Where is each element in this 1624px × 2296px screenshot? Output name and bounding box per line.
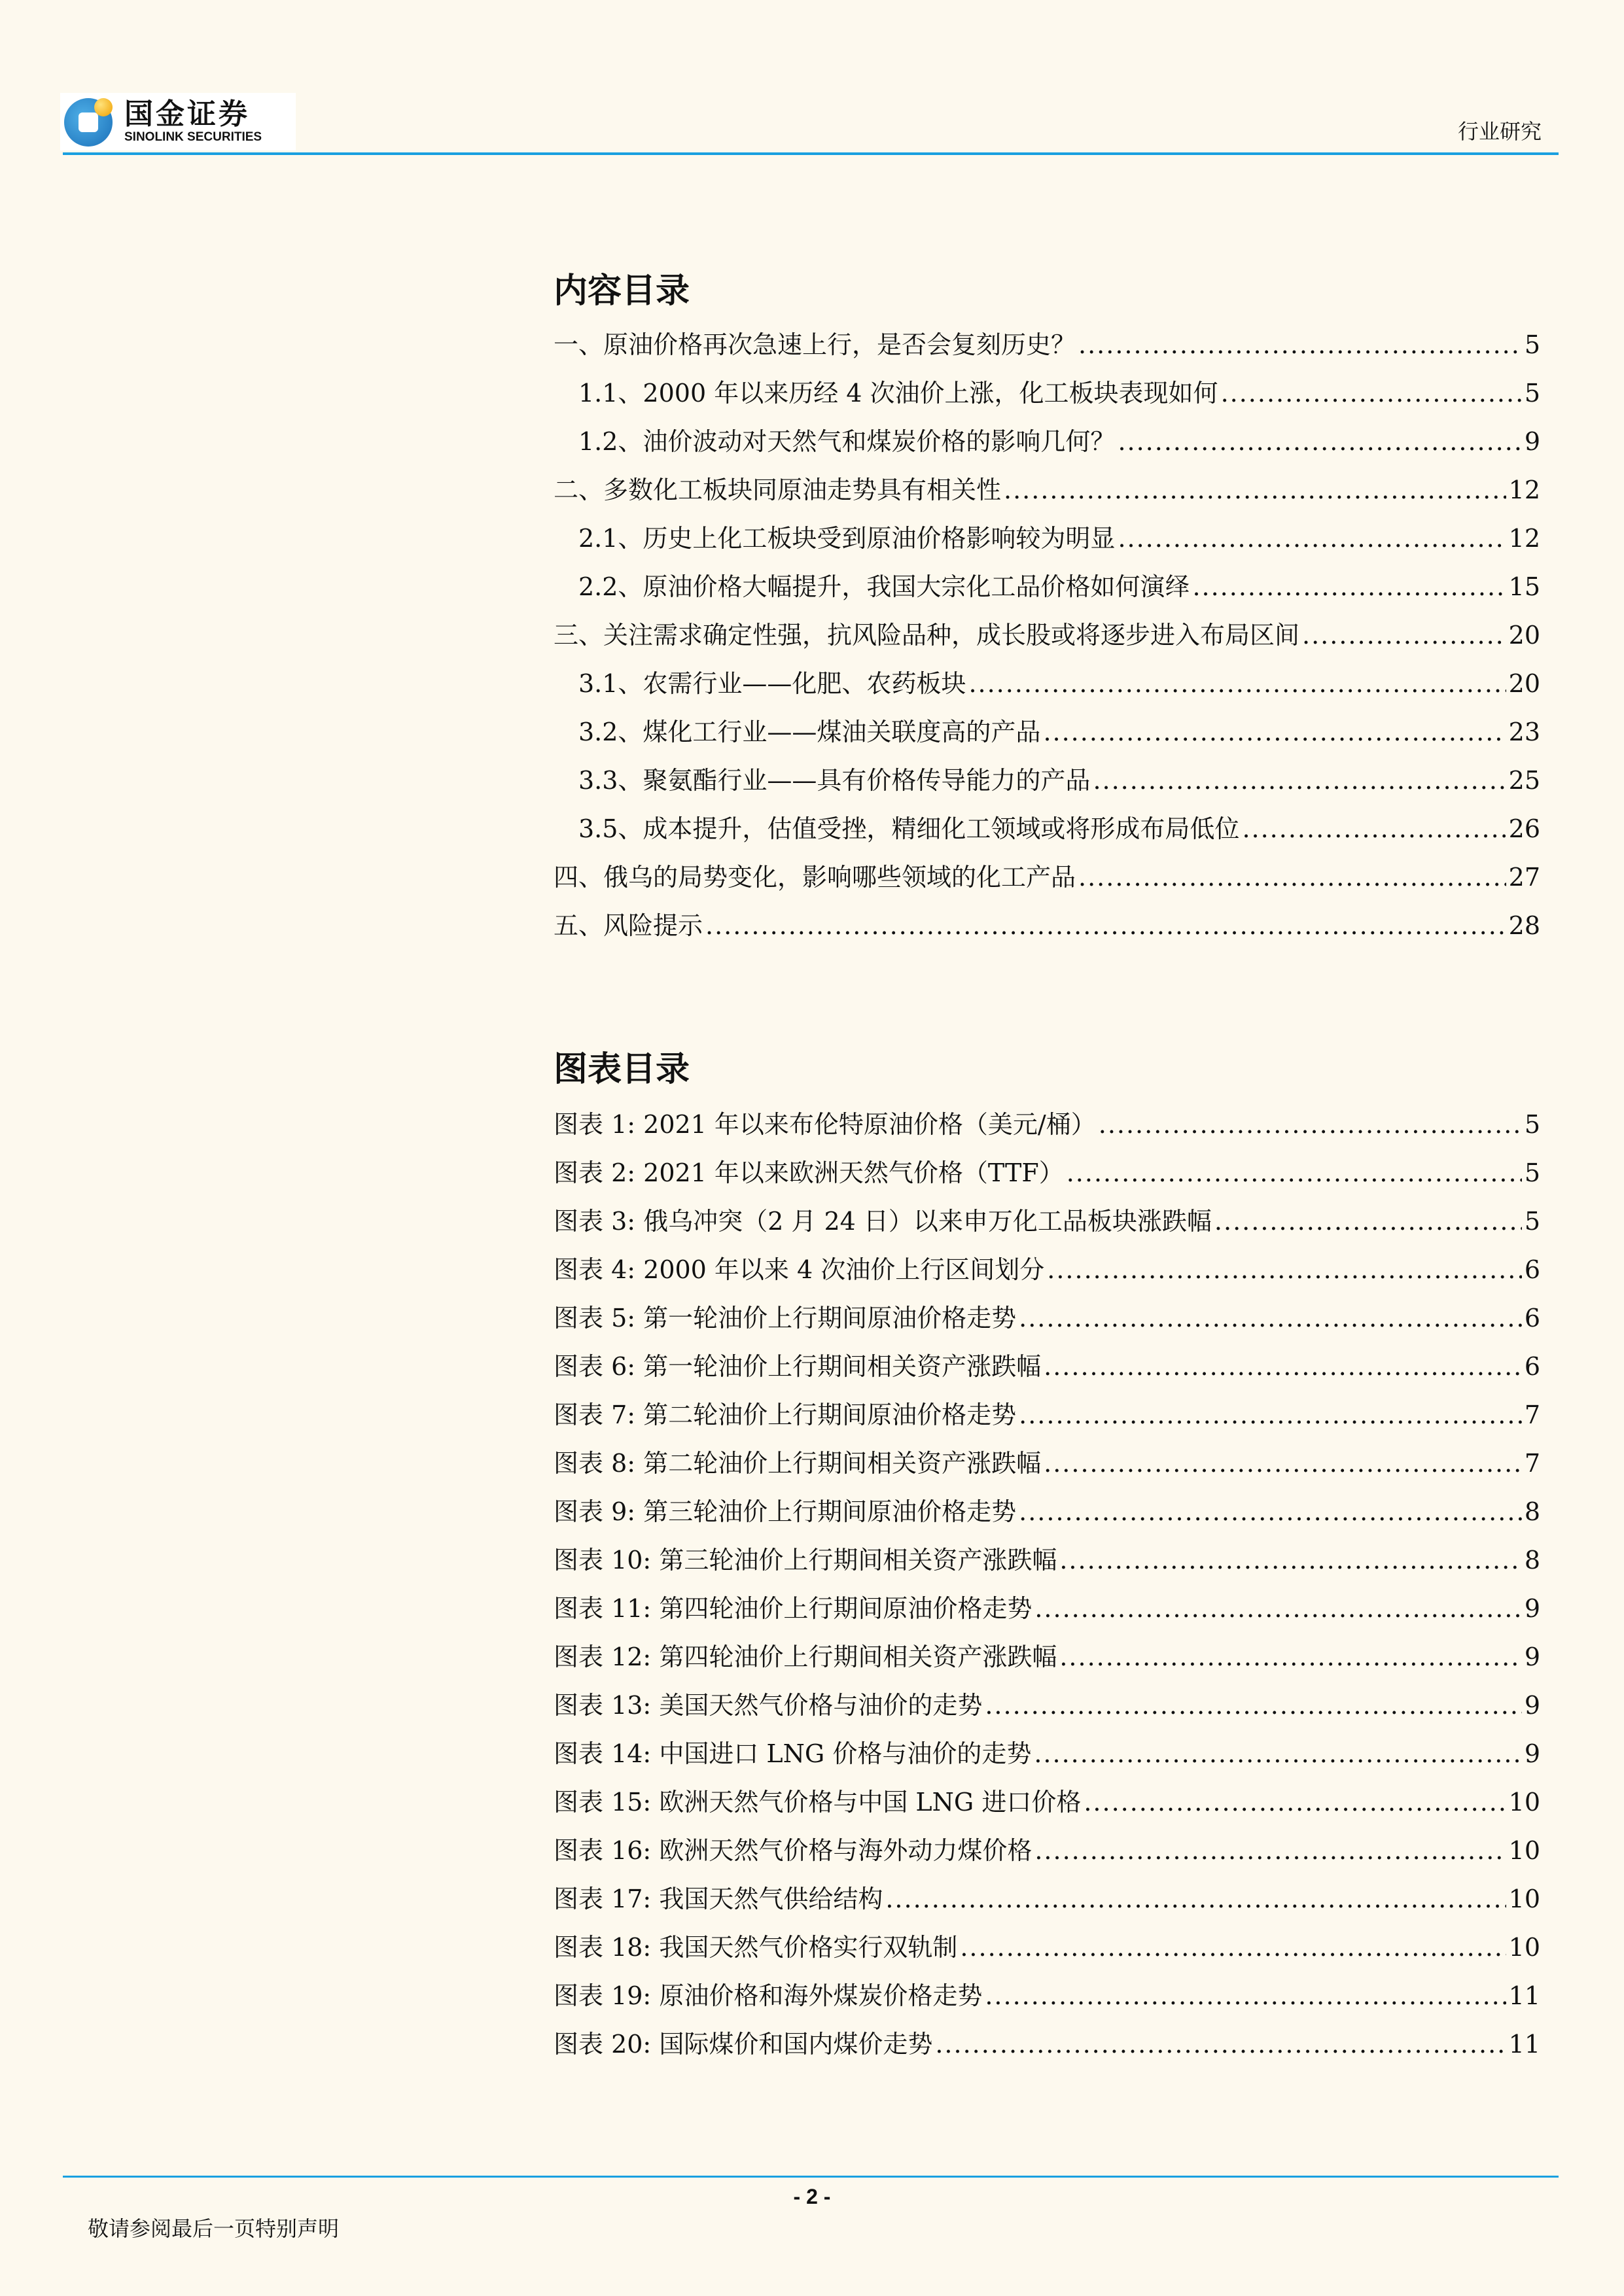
toc-entry[interactable] — [554, 760, 1540, 809]
dot-leader — [885, 1885, 1506, 1913]
figures-title: 图表目录 — [554, 1050, 690, 1089]
entry-page: 5 — [1524, 1110, 1540, 1139]
toc-title: 内容目录 — [554, 271, 690, 311]
entry-text: 1.1、2000 年以来历经 4 次油价上涨，化工板块表现如何 — [578, 379, 1218, 408]
figures-entry[interactable] — [554, 1637, 1540, 1685]
toc-entry[interactable] — [554, 857, 1540, 905]
dot-leader — [1302, 621, 1506, 650]
dot-leader — [985, 1691, 1521, 1720]
entry-page: 6 — [1524, 1255, 1540, 1284]
entry-text: 图表 13: 美国天然气价格与油价的走势 — [554, 1691, 983, 1720]
entry-text: 图表 3: 俄乌冲突（2 月 24 日）以来申万化工品板块涨跌幅 — [554, 1207, 1212, 1236]
figures-entry[interactable] — [554, 1588, 1540, 1637]
entry-text: 图表 15: 欧洲天然气价格与中国 LNG 进口价格 — [554, 1788, 1082, 1817]
dot-leader — [705, 911, 1506, 940]
figures-entry[interactable] — [554, 1201, 1540, 1249]
entry-page: 10 — [1508, 1885, 1540, 1913]
dot-leader — [1118, 524, 1506, 553]
figures-entry[interactable] — [554, 1879, 1540, 1927]
entry-page: 28 — [1508, 911, 1540, 940]
entry-text: 3.5、成本提升，估值受挫，精细化工领域或将形成布局低位 — [578, 814, 1240, 843]
entry-text: 图表 16: 欧洲天然气价格与海外动力煤价格 — [554, 1836, 1033, 1865]
dot-leader — [1019, 1497, 1522, 1526]
entry-page: 8 — [1524, 1497, 1540, 1526]
entry-page: 6 — [1524, 1352, 1540, 1381]
page-number: - 2 - — [793, 2185, 831, 2208]
figures-entry[interactable] — [554, 1443, 1540, 1491]
entry-page: 10 — [1508, 1933, 1540, 1962]
entry-page: 9 — [1524, 1594, 1540, 1623]
dot-leader — [1192, 572, 1506, 601]
dot-leader — [960, 1933, 1506, 1962]
dot-leader — [985, 1981, 1506, 2010]
logo-icon — [63, 96, 115, 148]
entry-text: 图表 4: 2000 年以来 4 次油价上行区间划分 — [554, 1255, 1045, 1284]
figures-entry[interactable] — [554, 1927, 1540, 1975]
entry-text: 图表 18: 我国天然气价格实行双轨制 — [554, 1933, 958, 1962]
entry-text: 二、多数化工板块同原油走势具有相关性 — [554, 476, 1002, 504]
figures-entry[interactable] — [554, 2024, 1540, 2072]
entry-page: 20 — [1508, 669, 1540, 698]
entry-page: 23 — [1508, 718, 1540, 746]
toc-entry[interactable] — [554, 615, 1540, 663]
disclaimer-note: 敬请参阅最后一页特别声明 — [88, 2216, 340, 2241]
entry-page: 26 — [1508, 814, 1540, 843]
dot-leader — [1118, 427, 1521, 456]
figures-entry[interactable] — [554, 1153, 1540, 1201]
entry-text: 图表 5: 第一轮油价上行期间原油价格走势 — [554, 1304, 1017, 1332]
toc-entry[interactable] — [554, 566, 1540, 615]
dot-leader — [1059, 1643, 1521, 1671]
dot-leader — [1019, 1400, 1522, 1429]
entry-page: 9 — [1524, 1643, 1540, 1671]
entry-text: 2.1、历史上化工板块受到原油价格影响较为明显 — [578, 524, 1116, 553]
figures-entry[interactable] — [554, 1298, 1540, 1346]
entry-page: 10 — [1508, 1788, 1540, 1817]
figures-entry[interactable] — [554, 1346, 1540, 1395]
dot-leader — [1242, 814, 1506, 843]
entry-text: 三、关注需求确定性强，抗风险品种，成长股或将逐步进入布局区间 — [554, 621, 1300, 650]
entry-page: 5 — [1524, 379, 1540, 408]
entry-page: 12 — [1508, 476, 1540, 504]
entry-text: 图表 7: 第二轮油价上行期间原油价格走势 — [554, 1400, 1017, 1429]
entry-page: 9 — [1524, 1739, 1540, 1768]
entry-text: 一、原油价格再次急速上行，是否会复刻历史？ — [554, 330, 1076, 359]
entry-text: 图表 8: 第二轮油价上行期间相关资产涨跌幅 — [554, 1449, 1042, 1478]
entry-text: 图表 11: 第四轮油价上行期间原油价格走势 — [554, 1594, 1033, 1623]
dot-leader — [1084, 1788, 1506, 1817]
figures-entry[interactable] — [554, 1782, 1540, 1830]
toc-list — [554, 324, 1540, 954]
figures-entry[interactable] — [554, 1249, 1540, 1298]
figures-entry[interactable] — [554, 1830, 1540, 1879]
logo-cn: 国金证券 — [124, 97, 250, 131]
dot-leader — [1004, 476, 1506, 504]
entry-text: 图表 12: 第四轮油价上行期间相关资产涨跌幅 — [554, 1643, 1057, 1671]
entry-text: 3.1、农需行业——化肥、农药板块 — [578, 669, 966, 698]
figures-entry[interactable] — [554, 1104, 1540, 1153]
toc-entry[interactable] — [554, 470, 1540, 518]
entry-page: 9 — [1524, 1691, 1540, 1720]
toc-entry[interactable] — [554, 373, 1540, 421]
entry-page: 7 — [1524, 1400, 1540, 1429]
figures-entry[interactable] — [554, 1395, 1540, 1443]
dot-leader — [1221, 379, 1522, 408]
entry-page: 8 — [1524, 1546, 1540, 1574]
entry-text: 图表 10: 第三轮油价上行期间相关资产涨跌幅 — [554, 1546, 1057, 1574]
entry-page: 6 — [1524, 1304, 1540, 1332]
entry-text: 五、风险提示 — [554, 911, 703, 940]
dot-leader — [1034, 1739, 1521, 1768]
logo-en: SINOLINK SECURITIES — [124, 130, 262, 144]
entry-text: 1.2、油价波动对天然气和煤炭价格的影响几何？ — [578, 427, 1116, 456]
toc-entry[interactable] — [554, 518, 1540, 566]
toc-entry[interactable] — [554, 421, 1540, 470]
entry-page: 20 — [1508, 621, 1540, 650]
dot-leader — [1019, 1304, 1522, 1332]
footer-divider — [63, 2176, 1559, 2178]
figures-list — [554, 1104, 1540, 2072]
entry-text: 图表 14: 中国进口 LNG 价格与油价的走势 — [554, 1739, 1032, 1768]
toc-entry[interactable] — [554, 809, 1540, 857]
figures-entry[interactable] — [554, 1975, 1540, 2024]
entry-page: 9 — [1524, 427, 1540, 456]
entry-page: 5 — [1524, 1207, 1540, 1236]
entry-page: 7 — [1524, 1449, 1540, 1478]
entry-page: 11 — [1508, 1981, 1540, 2010]
entry-text: 图表 17: 我国天然气供给结构 — [554, 1885, 883, 1913]
header-divider — [63, 152, 1559, 155]
dot-leader — [1059, 1546, 1521, 1574]
dot-leader — [935, 2030, 1506, 2059]
entry-text: 图表 19: 原油价格和海外煤炭价格走势 — [554, 1981, 983, 2010]
dot-leader — [1078, 863, 1506, 892]
company-logo — [60, 93, 296, 150]
report-type: 行业研究 — [1457, 119, 1542, 144]
entry-page: 5 — [1524, 1158, 1540, 1187]
entry-text: 3.3、聚氨酯行业——具有价格传导能力的产品 — [578, 766, 1091, 795]
entry-page: 10 — [1508, 1836, 1540, 1865]
entry-text: 图表 9: 第三轮油价上行期间原油价格走势 — [554, 1497, 1017, 1526]
entry-text: 2.2、原油价格大幅提升，我国大宗化工品价格如何演绎 — [578, 572, 1190, 601]
toc-entry[interactable] — [554, 324, 1540, 373]
toc-entry[interactable] — [554, 712, 1540, 760]
dot-leader — [1214, 1207, 1522, 1236]
toc-entry[interactable] — [554, 663, 1540, 712]
figures-entry[interactable] — [554, 1733, 1540, 1782]
dot-leader — [1034, 1594, 1521, 1623]
figures-entry[interactable] — [554, 1685, 1540, 1733]
dot-leader — [1044, 1449, 1522, 1478]
toc-entry[interactable] — [554, 905, 1540, 954]
entry-text: 图表 2: 2021 年以来欧洲天然气价格（TTF） — [554, 1158, 1064, 1187]
dot-leader — [1047, 1255, 1522, 1284]
entry-text: 3.2、煤化工行业——煤油关联度高的产品 — [578, 718, 1041, 746]
entry-page: 5 — [1524, 330, 1540, 359]
entry-page: 15 — [1508, 572, 1540, 601]
dot-leader — [1099, 1110, 1522, 1139]
entry-text: 图表 6: 第一轮油价上行期间相关资产涨跌幅 — [554, 1352, 1042, 1381]
entry-text: 四、俄乌的局势变化，影响哪些领域的化工产品 — [554, 863, 1076, 892]
dot-leader — [1044, 1352, 1522, 1381]
entry-page: 11 — [1508, 2030, 1540, 2059]
entry-page: 27 — [1508, 863, 1540, 892]
dot-leader — [1034, 1836, 1506, 1865]
entry-text: 图表 20: 国际煤价和国内煤价走势 — [554, 2030, 933, 2059]
dot-leader — [1078, 330, 1522, 359]
dot-leader — [1093, 766, 1506, 795]
dot-leader — [1067, 1158, 1522, 1187]
entry-text: 图表 1: 2021 年以来布伦特原油价格（美元/桶） — [554, 1110, 1096, 1139]
figures-entry[interactable] — [554, 1540, 1540, 1588]
dot-leader — [1043, 718, 1506, 746]
figures-entry[interactable] — [554, 1491, 1540, 1540]
dot-leader — [968, 669, 1506, 698]
entry-page: 12 — [1508, 524, 1540, 553]
entry-page: 25 — [1508, 766, 1540, 795]
